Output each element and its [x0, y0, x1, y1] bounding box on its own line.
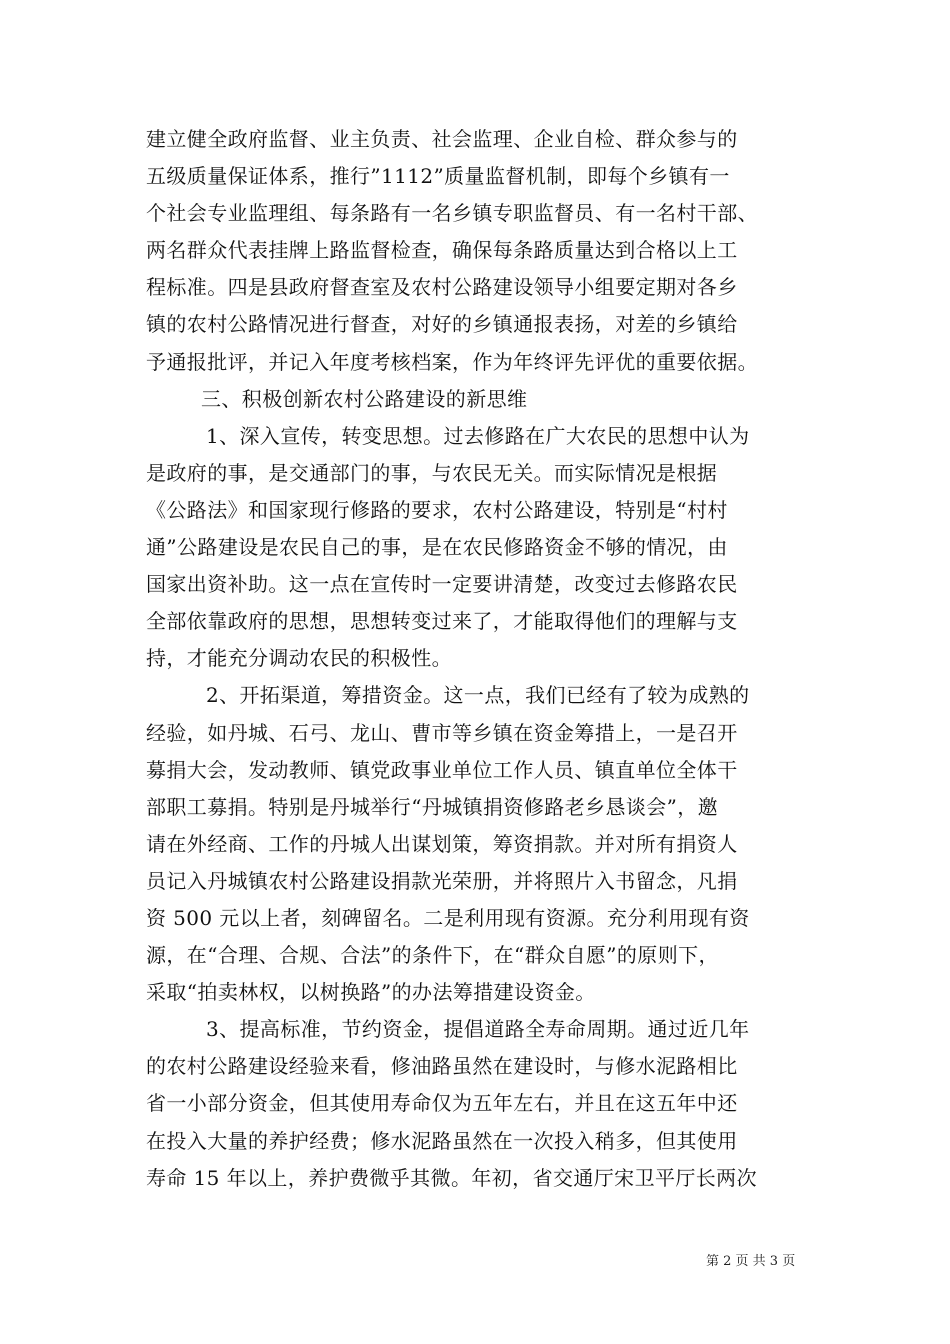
text-line: 国家出资补助。这一点在宣传时一定要讲清楚，改变过去修路农民: [146, 572, 738, 597]
text-line: 程标准。四是县政府督查室及农村公路建设领导小组要定期对各乡: [146, 275, 738, 300]
text-line: 募捐大会，发动教师、镇党政事业单位工作人员、镇直单位全体干: [146, 757, 738, 782]
text-line: 是政府的事，是交通部门的事，与农民无关。而实际情况是根据: [146, 460, 718, 485]
paragraph-start: 3、提高标准，节约资金，提倡道路全寿命周期。通过近几年: [206, 1017, 750, 1042]
text-line: 全部依靠政府的思想，思想转变过来了，才能取得他们的理解与支: [146, 609, 738, 634]
text-line: 在投入大量的养护经费；修水泥路虽然在一次投入稍多，但其使用: [146, 1128, 738, 1153]
text-line: 部职工募捐。特别是丹城举行“丹城镇捐资修路老乡恳谈会”，邀: [146, 794, 719, 819]
text-line: 五级质量保证体系，推行”1112”质量监督机制，即每个乡镇有一: [146, 164, 730, 189]
text-line: 《公路法》和国家现行修路的要求，农村公路建设，特别是“村村: [146, 497, 728, 522]
paragraph-start: 1、深入宣传，转变思想。过去修路在广大农民的思想中认为: [206, 423, 750, 448]
text-line: 经验，如丹城、石弓、龙山、曹市等乡镇在资金筹措上，一是召开: [146, 720, 738, 745]
text-line: 源，在“合理、合规、合法”的条件下，在“群众自愿”的原则下，: [146, 943, 719, 968]
text-line: 个社会专业监理组、每条路有一名乡镇专职监督员、有一名村干部、: [146, 201, 758, 226]
text-line: 的农村公路建设经验来看，修油路虽然在建设时，与修水泥路相比: [146, 1054, 738, 1079]
text-line: 予通报批评，并记入年度考核档案，作为年终评先评优的重要依据。: [146, 349, 758, 374]
text-line: 持，才能充分调动农民的积极性。: [146, 646, 452, 671]
page-number: 第 2 页 共 3 页: [706, 1254, 796, 1269]
document-body: [146, 121, 816, 1197]
text-line: 省一小部分资金，但其使用寿命仅为五年左右，并且在这五年中还: [146, 1091, 738, 1116]
text-line: 通”公路建设是农民自己的事，是在农民修路资金不够的情况，由: [146, 535, 728, 560]
text-line: 镇的农村公路情况进行督查，对好的乡镇通报表扬，对差的乡镇给: [146, 312, 738, 337]
text-line: 请在外经商、工作的丹城人出谋划策，筹资捐款。并对所有捐资人: [146, 831, 738, 856]
text-line: 员记入丹城镇农村公路建设捐款光荣册，并将照片入书留念，凡捐: [146, 868, 738, 893]
text-line: 寿命 15 年以上，养护费微乎其微。年初，省交通厅宋卫平厅长两次: [146, 1165, 757, 1190]
text-line: 采取“拍卖林权，以树换路”的办法筹措建设资金。: [146, 980, 596, 1005]
text-line: 资 500 元以上者，刻碑留名。二是利用现有资源。充分利用现有资: [146, 905, 750, 930]
text-line: 两名群众代表挂牌上路监督检查，确保每条路质量达到合格以上工: [146, 238, 738, 263]
paragraph-start: 2、开拓渠道，筹措资金。这一点，我们已经有了较为成熟的: [206, 683, 750, 708]
section-heading: 三、积极创新农村公路建设的新思维: [201, 386, 528, 411]
text-line: 建立健全政府监督、业主负责、社会监理、企业自检、群众参与的: [146, 127, 738, 151]
